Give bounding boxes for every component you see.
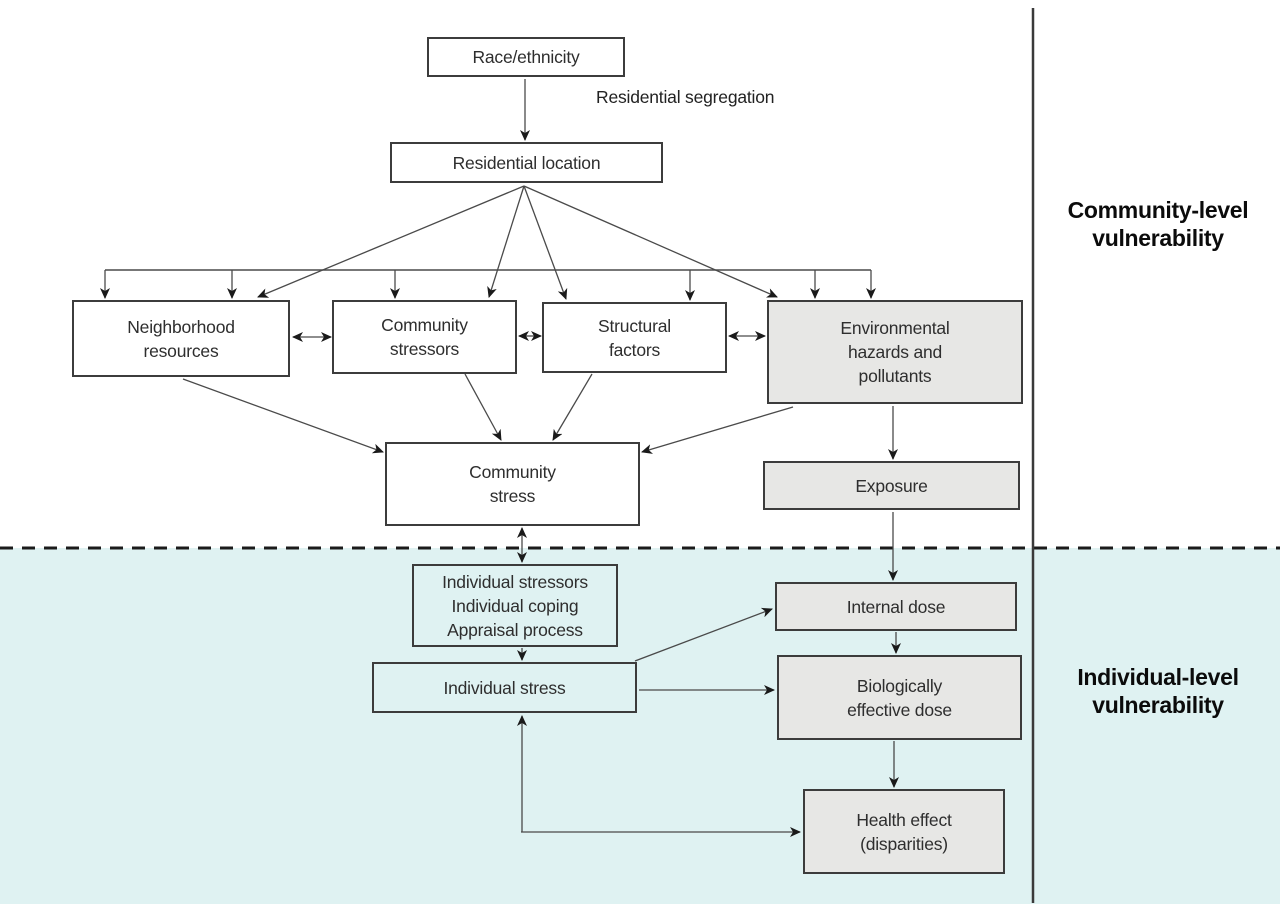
node-residential-location [390,142,663,183]
node-label: stress [489,486,536,506]
node-biologically-effective-dose [777,655,1022,740]
node-label: resources [143,340,219,361]
node-label: Appraisal process [447,619,583,640]
node-health-effect [803,789,1005,874]
node-structural-factors [542,302,727,373]
edge-stressors-commstress [465,374,501,440]
node-neighborhood-resources [72,300,290,377]
node-label: (disparities) [860,833,948,854]
edge-resloc-stressors [489,186,524,297]
node-label: Race/ethnicity [472,47,580,67]
node-label: Neighborhood [127,316,235,337]
node-label: Exposure [855,475,928,496]
node-label: hazards and [847,342,943,362]
node-internal-dose [775,582,1017,631]
node-label: Individual stressors [442,571,588,592]
node-exposure [763,461,1020,510]
node-environmental-hazards [767,300,1023,404]
edge-resloc-envhazards [524,186,777,297]
region-label-line: vulnerability [1092,692,1224,718]
node-label: effective dose [847,699,952,720]
node-community-stress [385,442,640,526]
edge-resloc-structural [524,186,566,299]
region-label-line: vulnerability [1092,225,1224,251]
node-label: Biologically [856,675,943,696]
node-label: Community [469,462,556,482]
node-individual-stressors [412,564,618,647]
node-label: stressors [389,339,460,359]
edge-indstress-internaldose [635,609,772,661]
node-race-ethnicity [427,37,625,77]
edge-neighborhood-commstress [183,379,383,452]
edge-structural-commstress [553,374,592,440]
region-label-line: Community-level [1067,197,1249,223]
node-label: Health effect [856,809,952,830]
edge-envhaz-commstress [642,407,793,452]
node-label: Internal dose [846,596,946,617]
node-label: Residential location [452,152,601,173]
node-community-stressors [332,300,517,374]
node-label: Individual stress [443,677,566,698]
node-label: Environmental [840,318,950,338]
node-label: factors [608,339,661,360]
residential-segregation-label: Residential segregation [596,87,775,107]
community-level-vulnerability-label [1036,196,1280,252]
node-label: Individual coping [451,595,579,616]
individual-level-vulnerability-label [1036,663,1280,719]
node-label: Community [381,315,468,335]
node-individual-stress [372,662,637,713]
region-label-line: Individual-level [1077,664,1239,690]
edge-resloc-neighborhood [258,186,524,297]
node-label: Structural [598,315,671,336]
node-label: pollutants [858,366,932,386]
